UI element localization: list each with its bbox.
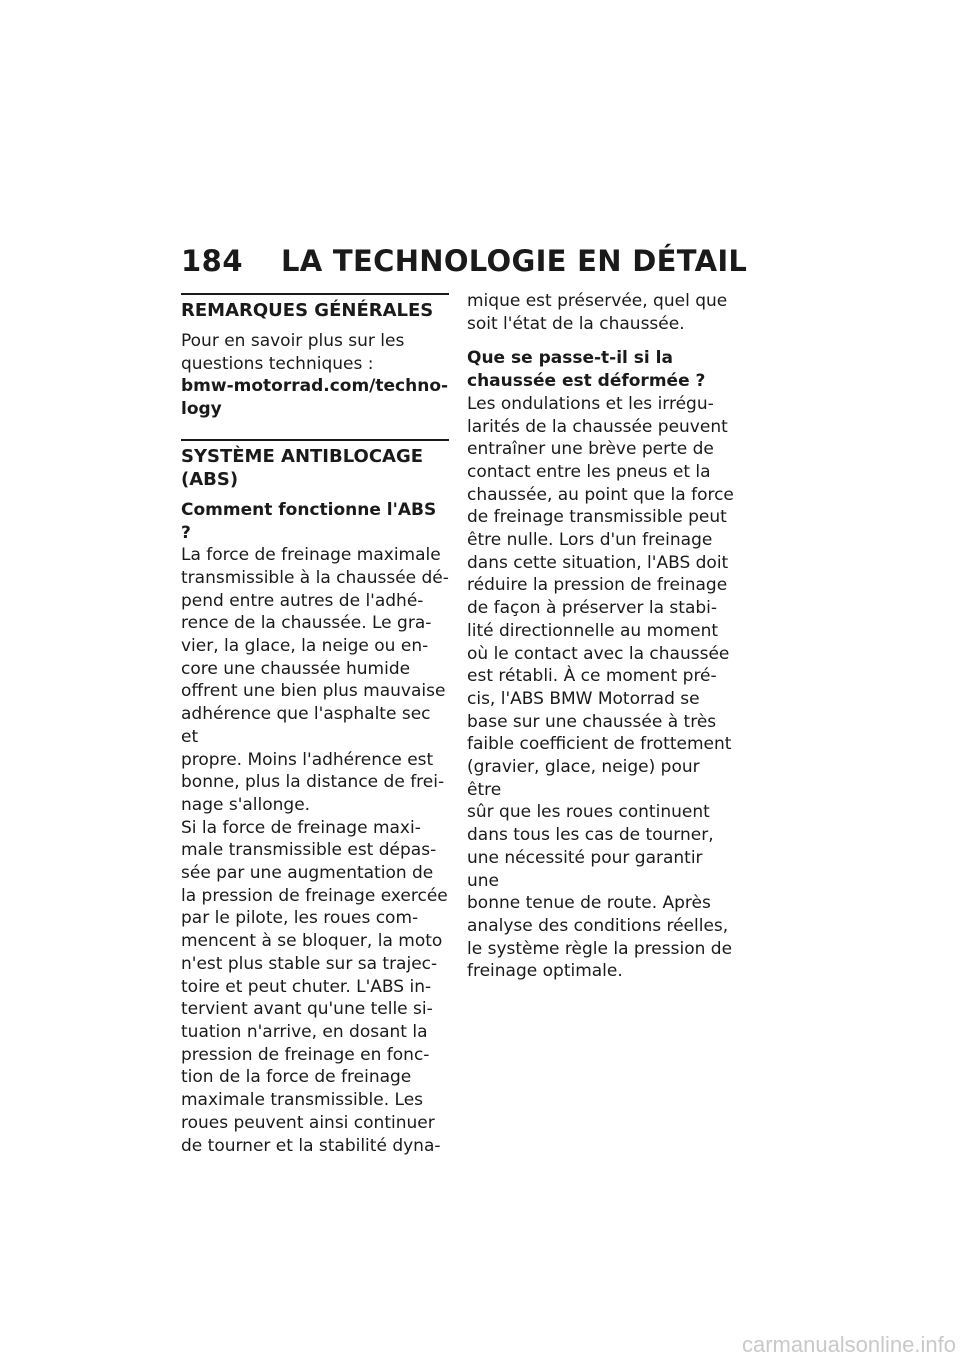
left-column — [181, 293, 449, 1157]
deformed-road-heading: Que se passe-t-il si la chaussée est déformée ? — [467, 348, 706, 392]
right-column — [467, 290, 735, 983]
chapter-title: LA TECHNOLOGIE EN DÉTAIL — [281, 244, 748, 278]
abs-heading: SYSTÈME ANTIBLOCAGE (ABS) — [181, 445, 424, 490]
deformed-road-paragraph: Les ondulations et les irrégu- larités de la chaussée peuvent entraîner une brève perte de contact entre les pneus et la chaussée, au point que la force de freinage transmissible peut être nulle. Lors d'un freinage dans cette situation, l'ABS doit réduire la pression de freinage de façon à préserver la stabi- lité directionnelle au moment où le contact avec la chaussée est rétabli. À ce moment pré- cis, l'ABS BMW Motorrad se base sur une chaussée à très faible coefficient de frottement (gravier, glace, neige) pour être sûr que les roues continuent dans tous les cas de tourner, une nécessité pour garantir une bonne tenue de route. Après analyse des conditions réelles, le système règle la pression de freinage optimale. — [467, 393, 734, 982]
abs-section — [181, 439, 449, 1157]
page-number: 184 — [181, 244, 244, 278]
abs-paragraph-1: La force de freinage maximale transmissible à la chaussée dé- pend entre autres de l'adhé- rence de la chaussée. Le gra- vier, la glace, la neige ou en- core une chaussée humide offrent une bien plus mauvaise adhérence que l'asphalte sec et propre. Moins l'adhérence est bonne, plus la distance de frei- nage s'allonge. — [181, 545, 449, 815]
abs-paragraph-continuation: mique est préservée, quel que soit l'état de la chaussée. — [467, 291, 728, 334]
general-remarks-heading: REMARQUES GÉNÉRALES — [181, 300, 434, 321]
abs-paragraph-2: Si la force de freinage maxi- male transmissible est dépas- sée par une augmentation de la pression de freinage exercée par le pilote, les roues com- mencent à se bloquer, la moto n'est plus stable sur sa trajec- toire et peut chuter. L'ABS in- tervient avant qu'une telle si- tuation n'arrive, en dosant la pression de freinage en fonc- tion de la force de freinage maximale transmissible. Les roues peuvent ainsi continuer de tourner et la stabilité dyna- — [181, 817, 448, 1156]
general-remarks-section — [181, 293, 449, 421]
watermark: carmanualsonline.info — [741, 1332, 956, 1357]
page-header — [181, 244, 747, 278]
technology-link[interactable]: bmw-motorrad.com/techno- logy — [181, 376, 449, 420]
abs-question-heading: Comment fonctionne l'ABS ? — [181, 499, 437, 543]
general-remarks-text: Pour en savoir plus sur les questions techniques : — [181, 331, 405, 374]
